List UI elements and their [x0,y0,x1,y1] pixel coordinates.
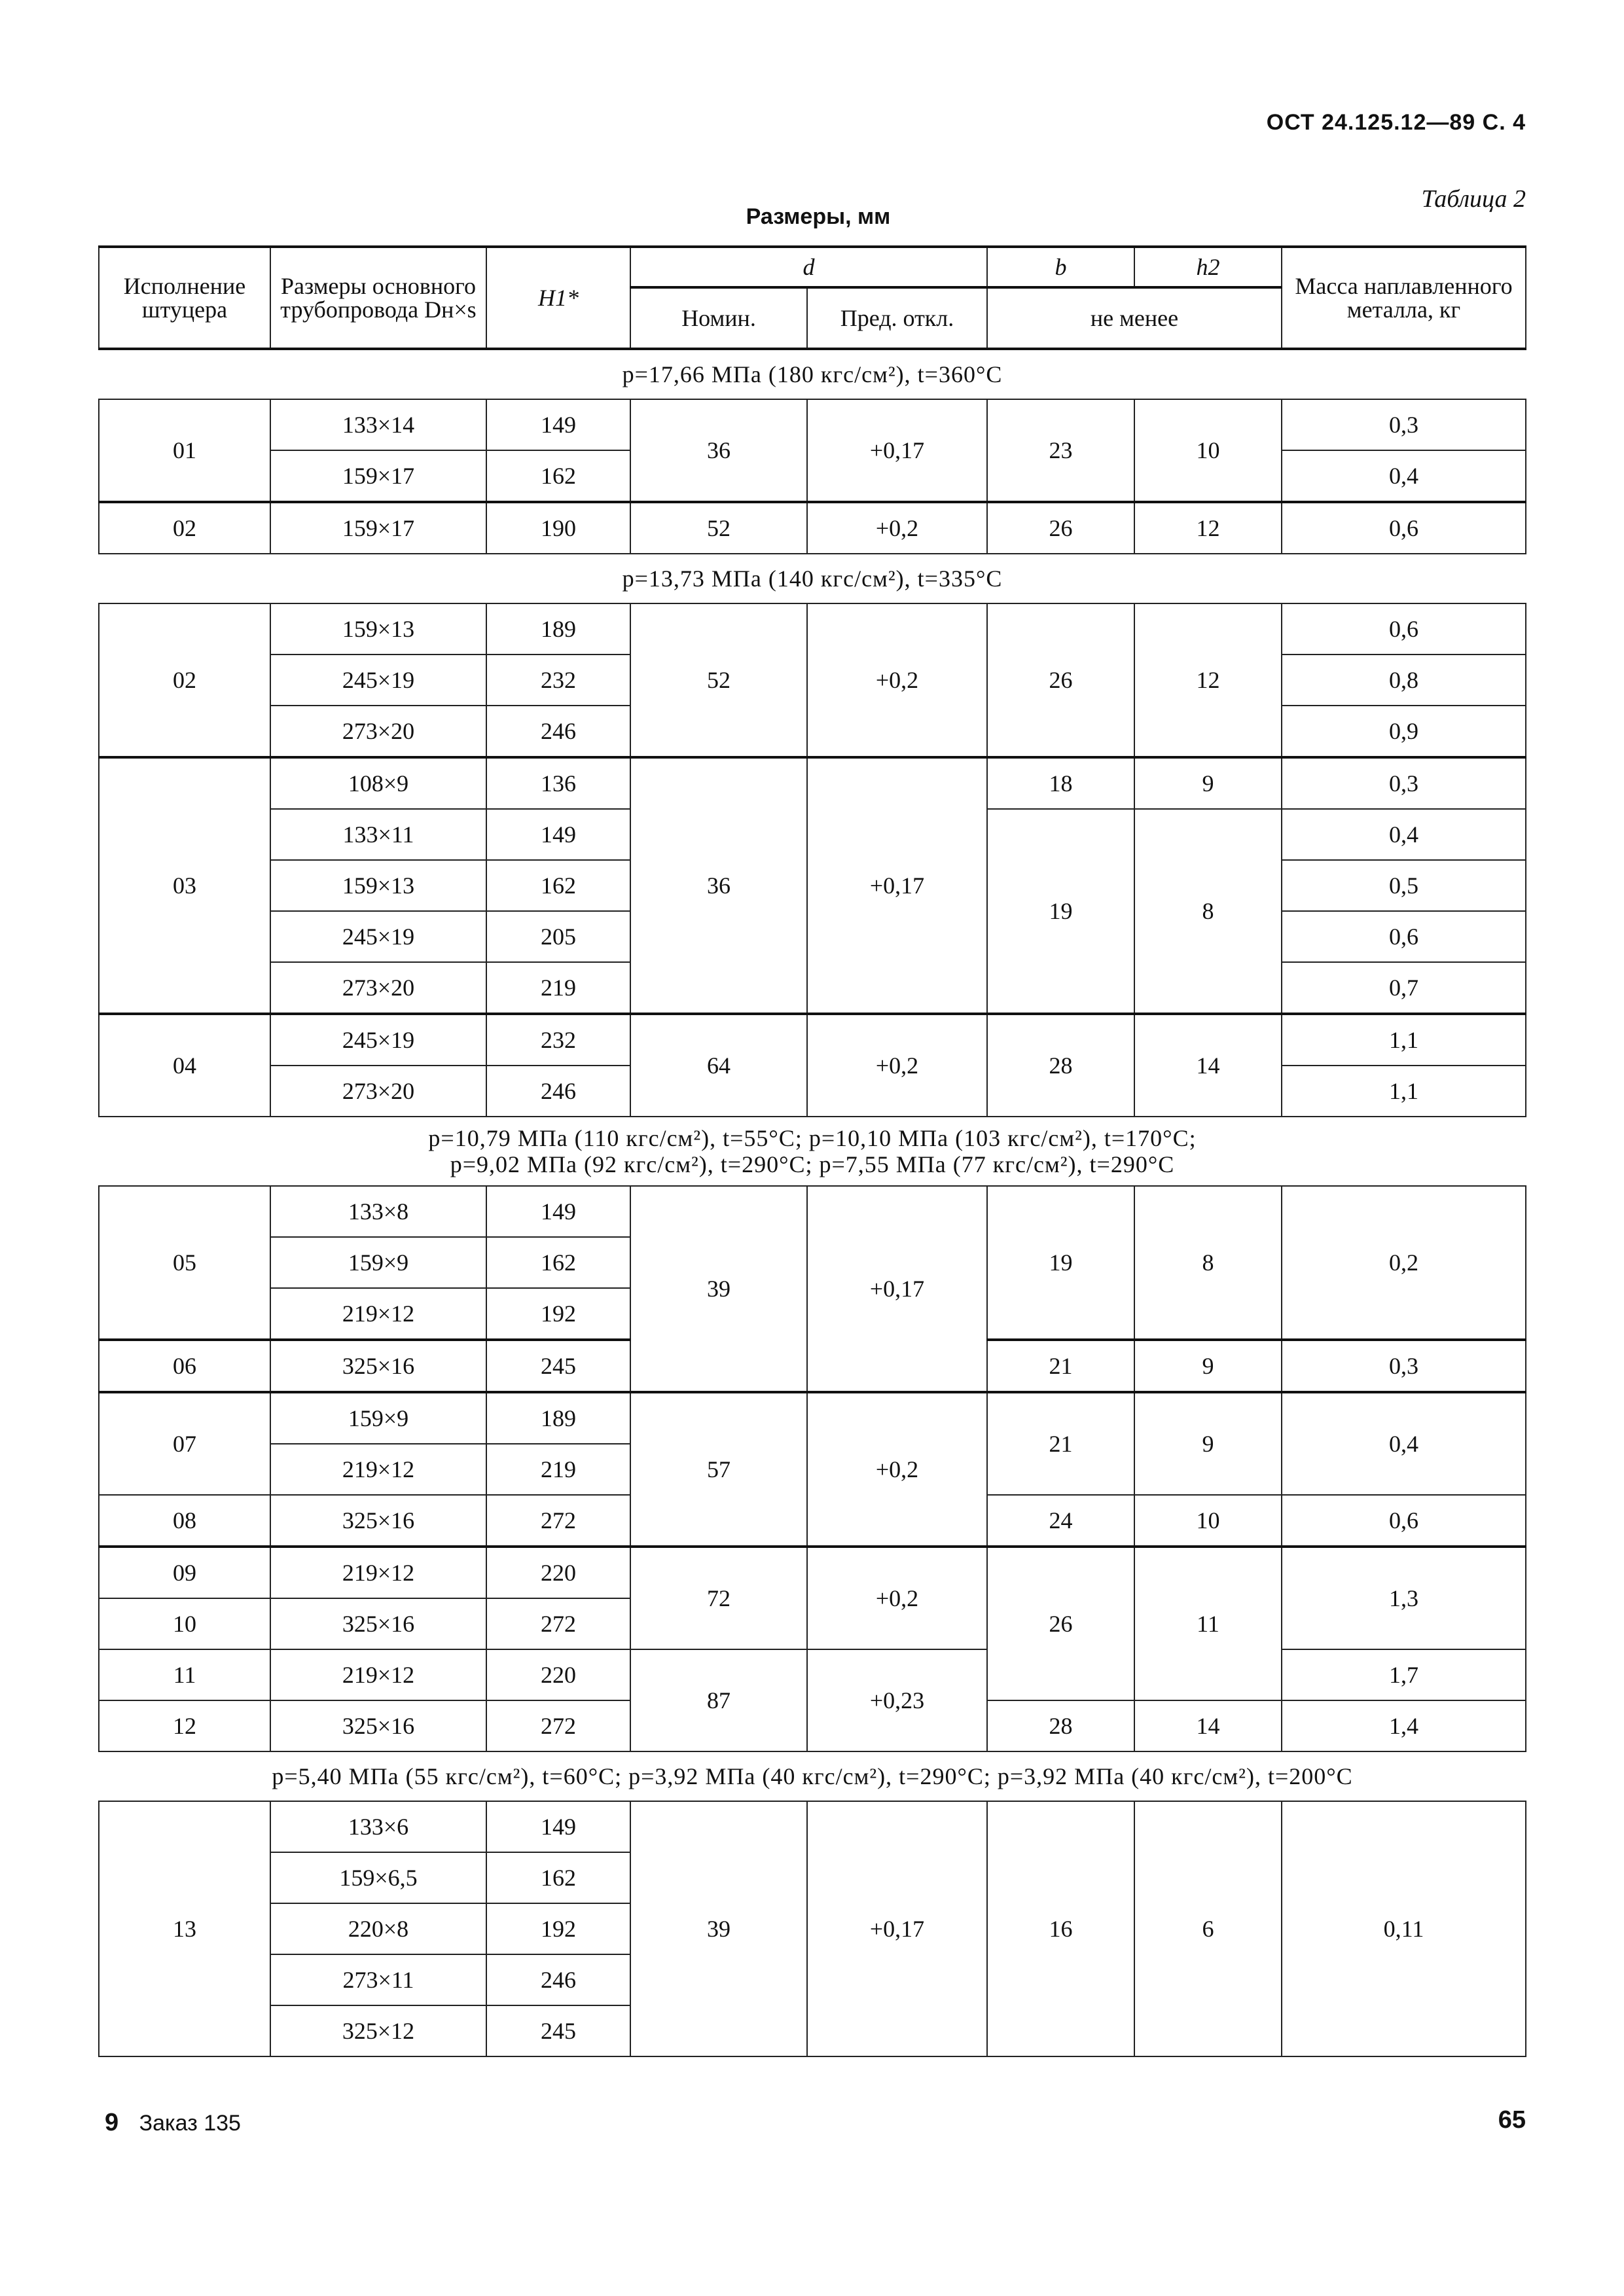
cell-variant: 02 [99,502,270,554]
cell-d-tolerance: +0,17 [807,757,987,1014]
col-pipe-size: Размеры основного трубопровода Dн×s [270,247,486,349]
col-h1: H1* [486,247,630,349]
cell-d-tolerance: +0,17 [807,399,987,502]
cell-d-tolerance: +0,23 [807,1649,987,1751]
cell-b: 24 [987,1495,1134,1547]
condition-row: p=5,40 МПа (55 кгс/см²), t=60°C; p=3,92 МПа (40 кгс/см²), t=290°C; p=3,92 МПа (40 кгс/см²), t=200°C [99,1751,1526,1801]
table-caption: Размеры, мм [746,204,891,229]
cell-pipe: 133×8 [270,1186,486,1237]
condition-row: p=17,66 МПа (180 кгс/см²), t=360°C [99,349,1526,399]
cell-pipe: 159×9 [270,1237,486,1288]
cell-pipe: 273×20 [270,1066,486,1117]
cell-d-tolerance: +0,2 [807,1014,987,1117]
cell-d-nominal: 52 [630,603,807,757]
cell-pipe: 219×12 [270,1444,486,1495]
table-row [99,502,1526,554]
cell-mass: 1,1 [1282,1014,1526,1066]
table-row [99,1801,1526,1852]
cell-d-tolerance: +0,17 [807,1801,987,2056]
cell-d-nominal: 39 [630,1186,807,1392]
cell-pipe: 273×20 [270,706,486,757]
footer-left [105,2109,241,2137]
cell-pipe: 325×16 [270,1598,486,1649]
cell-h1: 272 [486,1598,630,1649]
cell-b: 16 [987,1801,1134,2056]
page-number: 65 [1498,2106,1526,2134]
cell-h1: 246 [486,706,630,757]
cell-h1: 232 [486,1014,630,1066]
table-row [99,1547,1526,1598]
cell-mass: 0,4 [1282,450,1526,502]
cell-mass: 0,5 [1282,860,1526,911]
cell-pipe: 219×12 [270,1649,486,1700]
cell-mass: 0,4 [1282,809,1526,860]
col-mass: Масса наплавленного металла, кг [1282,247,1526,349]
cell-h2: 12 [1134,502,1282,554]
document-reference: ОСТ 24.125.12—89 С. 4 [1266,110,1526,135]
cell-b: 26 [987,603,1134,757]
cell-pipe: 159×6,5 [270,1852,486,1903]
cell-pipe: 219×12 [270,1288,486,1340]
cell-pipe: 159×13 [270,860,486,911]
cell-h2: 11 [1134,1547,1282,1700]
cell-h2: 10 [1134,399,1282,502]
cell-h2: 12 [1134,603,1282,757]
cell-pipe: 273×11 [270,1954,486,2005]
col-not-less: не менее [987,287,1282,349]
cell-h1: 192 [486,1903,630,1954]
cell-mass: 0,6 [1282,911,1526,962]
cell-variant: 01 [99,399,270,502]
cell-mass: 1,3 [1282,1547,1526,1649]
cell-pipe: 245×19 [270,655,486,706]
cell-pipe: 133×14 [270,399,486,450]
cell-h2: 9 [1134,757,1282,809]
cell-pipe: 159×17 [270,450,486,502]
cell-h1: 245 [486,1340,630,1392]
col-h2: h2 [1134,247,1282,287]
cell-pipe: 273×20 [270,962,486,1014]
cell-b: 26 [987,502,1134,554]
cell-h1: 272 [486,1700,630,1751]
cell-h2: 8 [1134,809,1282,1014]
cell-variant: 08 [99,1495,270,1547]
cell-variant: 04 [99,1014,270,1117]
cell-h1: 219 [486,962,630,1014]
cell-b: 23 [987,399,1134,502]
page-number-left: 9 [105,2109,119,2136]
cell-pipe: 159×13 [270,603,486,655]
cell-b: 26 [987,1547,1134,1700]
condition-line: p=9,02 МПа (92 кгс/см²), t=290°C; p=7,55 МПа (77 кгс/см²), t=290°C [450,1151,1175,1177]
cell-b: 21 [987,1340,1134,1392]
cell-mass: 0,3 [1282,399,1526,450]
cell-b: 18 [987,757,1134,809]
cell-pipe: 108×9 [270,757,486,809]
cell-h1: 162 [486,1852,630,1903]
cell-mass: 0,8 [1282,655,1526,706]
col-variant: Исполнение штуцера [99,247,270,349]
col-d: d [630,247,987,287]
cell-pipe: 325×12 [270,2005,486,2056]
cell-h2: 9 [1134,1340,1282,1392]
cell-h2: 10 [1134,1495,1282,1547]
cell-h1: 149 [486,1186,630,1237]
cell-pipe: 219×12 [270,1547,486,1598]
cell-h1: 162 [486,860,630,911]
cell-mass: 0,7 [1282,962,1526,1014]
cell-mass: 0,9 [1282,706,1526,757]
cell-b: 19 [987,1186,1134,1340]
cell-pipe: 133×11 [270,809,486,860]
cell-pipe: 133×6 [270,1801,486,1852]
cell-variant: 13 [99,1801,270,2056]
dimensions-table [98,245,1526,2057]
condition-row [99,1117,1526,1186]
cell-h1: 192 [486,1288,630,1340]
cell-pipe: 325×16 [270,1495,486,1547]
cell-mass: 0,3 [1282,757,1526,809]
table-row [99,399,1526,450]
cell-mass: 1,7 [1282,1649,1526,1700]
cell-variant: 12 [99,1700,270,1751]
table-row [99,1392,1526,1444]
cell-pipe: 220×8 [270,1903,486,1954]
cell-b: 21 [987,1392,1134,1495]
cell-d-nominal: 52 [630,502,807,554]
table-row [99,1186,1526,1237]
cell-h1: 149 [486,1801,630,1852]
cell-mass: 1,4 [1282,1700,1526,1751]
cell-variant: 06 [99,1340,270,1392]
cell-pipe: 325×16 [270,1700,486,1751]
cell-h1: 272 [486,1495,630,1547]
cell-d-tolerance: +0,2 [807,603,987,757]
cell-h1: 189 [486,603,630,655]
col-b: b [987,247,1134,287]
cell-h1: 162 [486,450,630,502]
cell-b: 28 [987,1700,1134,1751]
cell-mass: 0,6 [1282,502,1526,554]
cell-h2: 6 [1134,1801,1282,2056]
cell-d-nominal: 72 [630,1547,807,1649]
cell-variant: 07 [99,1392,270,1495]
cell-pipe: 245×19 [270,911,486,962]
cell-b: 28 [987,1014,1134,1117]
cell-d-tolerance: +0,2 [807,1392,987,1547]
cell-mass: 0,3 [1282,1340,1526,1392]
cell-pipe: 159×17 [270,502,486,554]
cell-pipe: 245×19 [270,1014,486,1066]
cell-mass: 0,11 [1282,1801,1526,2056]
cell-mass: 0,6 [1282,1495,1526,1547]
condition-line: p=10,79 МПа (110 кгс/см²), t=55°C; p=10,10 МПа (103 кгс/см²), t=170°C; [428,1125,1197,1151]
cell-mass: 1,1 [1282,1066,1526,1117]
cell-d-nominal: 36 [630,399,807,502]
cell-h1: 219 [486,1444,630,1495]
cell-variant: 03 [99,757,270,1014]
cell-b: 19 [987,809,1134,1014]
order-number: Заказ 135 [139,2111,241,2136]
cell-d-tolerance: +0,2 [807,1547,987,1649]
cell-mass: 0,2 [1282,1186,1526,1340]
cell-pipe: 159×9 [270,1392,486,1444]
cell-h1: 246 [486,1066,630,1117]
cell-h1: 149 [486,809,630,860]
cell-h1: 136 [486,757,630,809]
table-row [99,603,1526,655]
cell-variant: 10 [99,1598,270,1649]
cell-h1: 246 [486,1954,630,2005]
cell-h2: 9 [1134,1392,1282,1495]
cell-variant: 09 [99,1547,270,1598]
cell-h1: 205 [486,911,630,962]
cell-pipe: 325×16 [270,1340,486,1392]
cell-h2: 8 [1134,1186,1282,1340]
table-row [99,1014,1526,1066]
cell-d-tolerance: +0,2 [807,502,987,554]
cell-mass: 0,6 [1282,603,1526,655]
cell-variant: 05 [99,1186,270,1340]
table-label: Таблица 2 [1421,185,1526,213]
condition-row: p=13,73 МПа (140 кгс/см²), t=335°C [99,554,1526,603]
cell-h1: 232 [486,655,630,706]
cell-h1: 220 [486,1649,630,1700]
col-d-nominal: Номин. [630,287,807,349]
cell-variant: 11 [99,1649,270,1700]
cell-h2: 14 [1134,1014,1282,1117]
cell-d-nominal: 36 [630,757,807,1014]
cell-h1: 190 [486,502,630,554]
cell-d-tolerance: +0,17 [807,1186,987,1392]
col-d-tolerance: Пред. откл. [807,287,987,349]
cell-d-nominal: 39 [630,1801,807,2056]
cell-mass: 0,4 [1282,1392,1526,1495]
cell-d-nominal: 57 [630,1392,807,1547]
table-row [99,757,1526,809]
cell-variant: 02 [99,603,270,757]
cell-h1: 162 [486,1237,630,1288]
cell-d-nominal: 64 [630,1014,807,1117]
cell-h1: 220 [486,1547,630,1598]
cell-h1: 245 [486,2005,630,2056]
cell-h2: 14 [1134,1700,1282,1751]
cell-h1: 189 [486,1392,630,1444]
cell-d-nominal: 87 [630,1649,807,1751]
cell-h1: 149 [486,399,630,450]
table-row [99,1649,1526,1700]
